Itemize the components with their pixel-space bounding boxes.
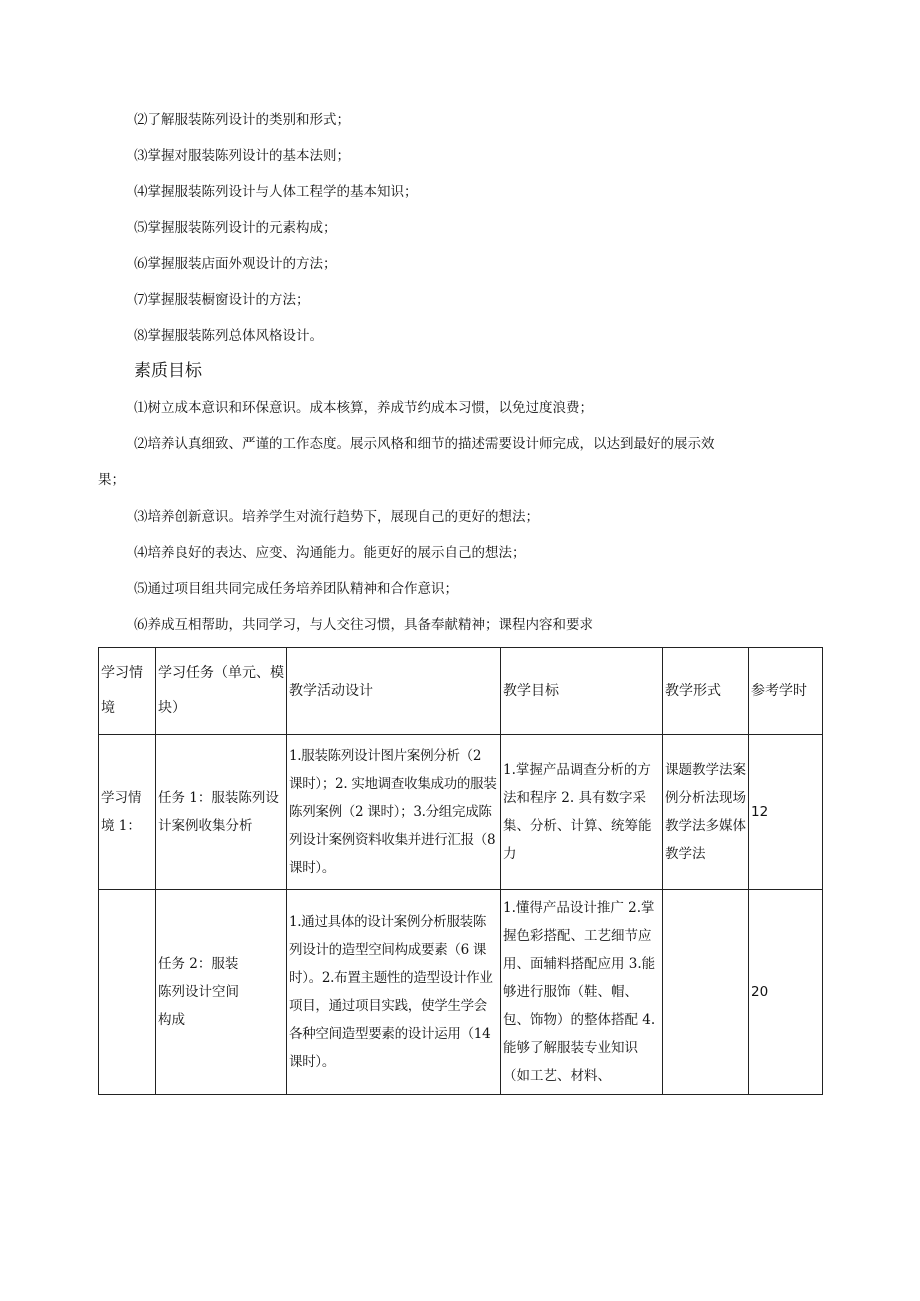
knowledge-item-2: ⑵了解服装陈列设计的类别和形式； bbox=[134, 112, 350, 128]
header-situation: 学习情境 bbox=[99, 648, 156, 735]
knowledge-item-8: ⑻掌握服装陈列总体风格设计。 bbox=[134, 328, 323, 344]
quality-item-4: ⑷培养良好的表达、应变、沟通能力。能更好的展示自己的想法； bbox=[134, 545, 526, 561]
cell-form bbox=[663, 890, 749, 1095]
quality-item-3: ⑶培养创新意识。培养学生对流行趋势下，展现自己的更好的想法； bbox=[134, 509, 539, 525]
knowledge-item-5: ⑸掌握服装陈列设计的元素构成； bbox=[134, 220, 337, 236]
quality-item-2-cont: 果； bbox=[98, 472, 125, 488]
cell-task: 任务 1：服装陈列设计案例收集分析 bbox=[156, 735, 287, 890]
cell-situation bbox=[99, 890, 156, 1095]
header-hours: 参考学时 bbox=[749, 648, 823, 735]
header-task: 学习任务（单元、模块） bbox=[156, 648, 287, 735]
cell-situation: 学习情境 1： bbox=[99, 735, 156, 890]
cell-hours: 12 bbox=[749, 735, 823, 890]
quality-heading: 素质目标 bbox=[134, 361, 202, 381]
knowledge-item-3: ⑶掌握对服装陈列设计的基本法则； bbox=[134, 148, 350, 164]
knowledge-item-6: ⑹掌握服装店面外观设计的方法； bbox=[134, 256, 337, 272]
quality-item-6: ⑹养成互相帮助，共同学习，与人交往习惯，具备奉献精神；课程内容和要求 bbox=[134, 617, 593, 633]
table-row bbox=[99, 735, 823, 890]
cell-form: 课题教学法案例分析法现场教学法多媒体教学法 bbox=[663, 735, 749, 890]
cell-task: 任务 2：服装陈列设计空间构成 bbox=[156, 890, 287, 1095]
header-activity: 教学活动设计 bbox=[287, 648, 501, 735]
knowledge-item-7: ⑺掌握服装橱窗设计的方法； bbox=[134, 292, 310, 308]
course-content-table bbox=[98, 647, 823, 1095]
cell-hours: 20 bbox=[749, 890, 823, 1095]
header-objective: 教学目标 bbox=[501, 648, 663, 735]
quality-item-2: ⑵培养认真细致、严谨的工作态度。展示风格和细节的描述需要设计师完成，以达到最好的展示效 bbox=[134, 436, 715, 452]
cell-activity: 1.通过具体的设计案例分析服装陈列设计的造型空间构成要素（6 课时）。2.布置主题性的造型设计作业项目，通过项目实践，使学生学会各种空间造型要素的设计运用（14 课时）。 bbox=[287, 890, 501, 1095]
table-header-row bbox=[99, 648, 823, 735]
cell-objective: 1.懂得产品设计推广 2.掌握色彩搭配、工艺细节应用、面辅料搭配应用 3.能够进行服饰（鞋、帽、包、饰物）的整体搭配 4. 能够了解服装专业知识（如工艺、材料、 bbox=[501, 890, 663, 1095]
table-row bbox=[99, 890, 823, 1095]
cell-activity: 1.服装陈列设计图片案例分析（2 课时）；2. 实地调查收集成功的服装陈列案例（2 课时）；3.分组完成陈列设计案例资料收集并进行汇报（8 课时）。 bbox=[287, 735, 501, 890]
cell-objective: 1.掌握产品调查分析的方法和程序 2. 具有数字采集、分析、计算、统筹能力 bbox=[501, 735, 663, 890]
knowledge-item-4: ⑷掌握服装陈列设计与人体工程学的基本知识； bbox=[134, 184, 418, 200]
quality-item-5: ⑸通过项目组共同完成任务培养团队精神和合作意识； bbox=[134, 581, 458, 597]
quality-item-1: ⑴树立成本意识和环保意识。成本核算，养成节约成本习惯，以免过度浪费； bbox=[134, 400, 593, 416]
header-form: 教学形式 bbox=[663, 648, 749, 735]
